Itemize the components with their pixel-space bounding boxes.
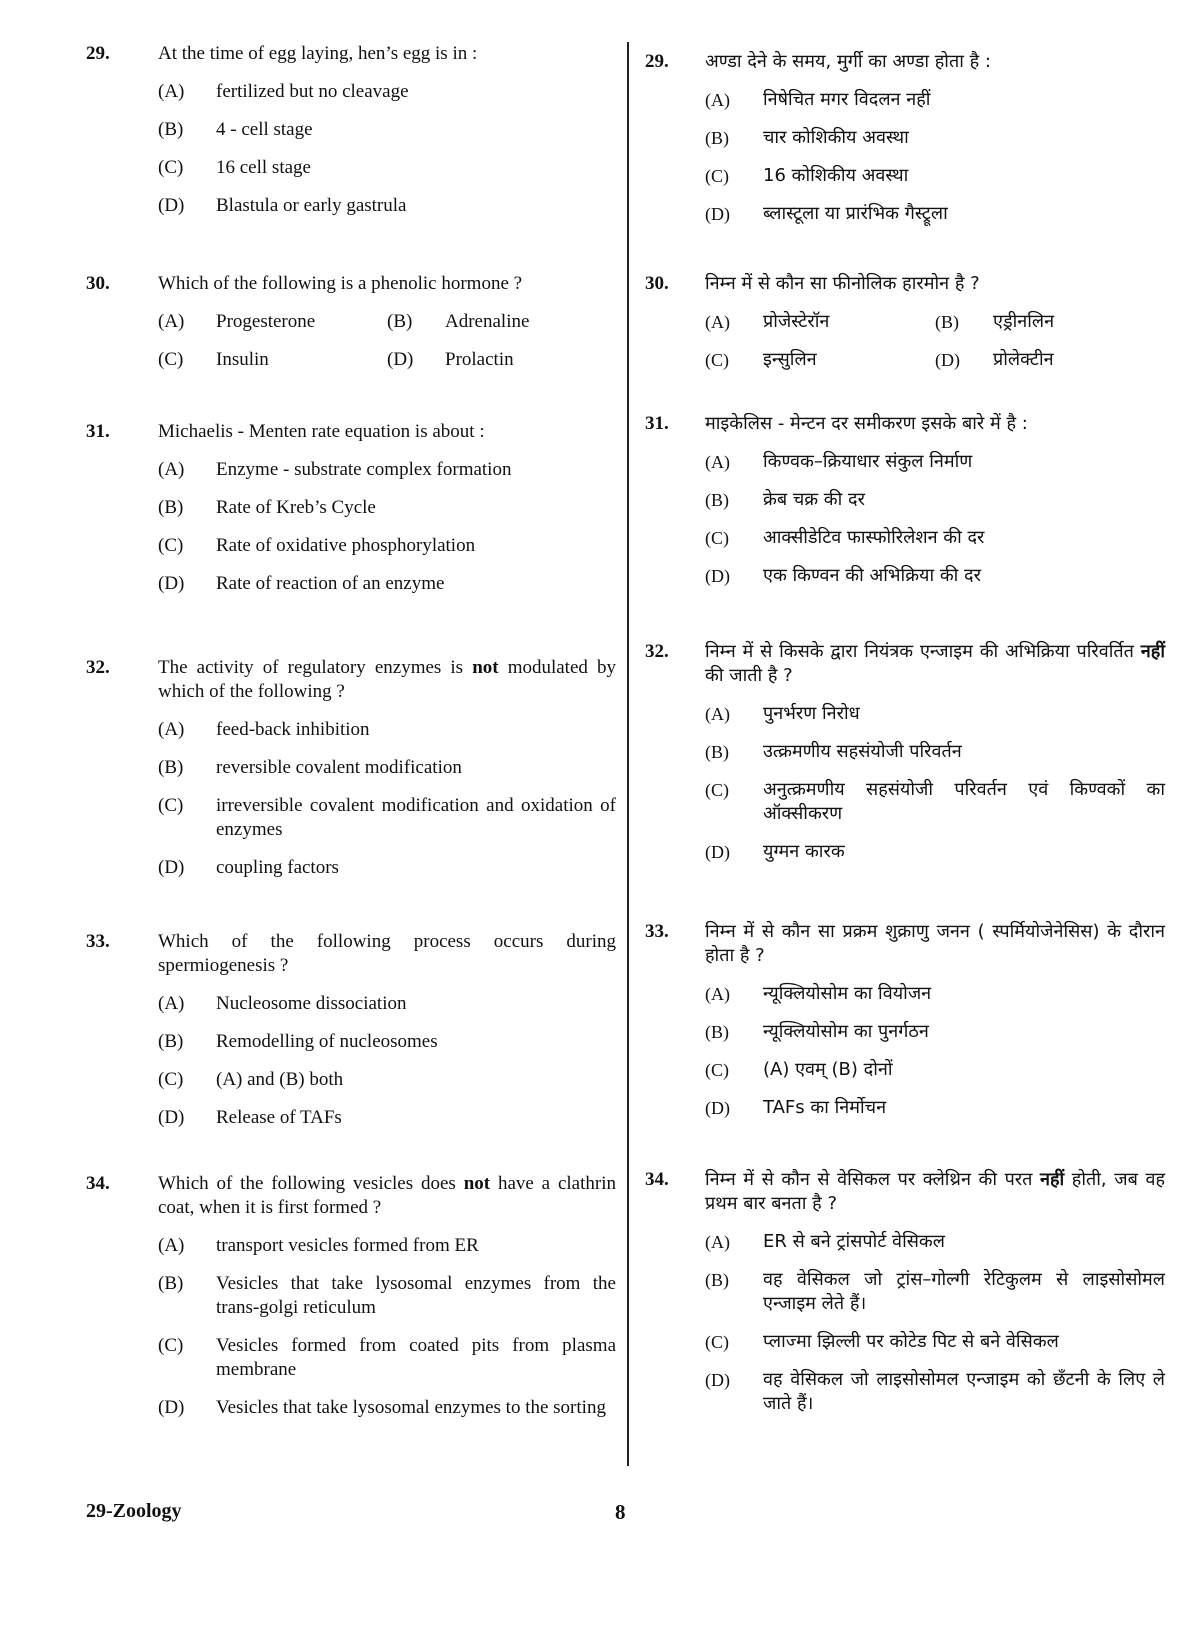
question-text: Michaelis - Menten rate equation is about :	[158, 421, 485, 442]
option-b: (B) क्रेब चक्र की दर	[705, 489, 865, 510]
option-a: (A) न्यूक्लियोसोम का वियोजन	[705, 983, 932, 1004]
question-31-en	[86, 420, 616, 596]
question-text: अण्डा देने के समय, मुर्गी का अण्डा होता है :	[705, 51, 991, 72]
option-a: (A) feed-back inhibition	[158, 719, 370, 740]
option-d: (D) coupling factors	[158, 857, 339, 878]
question-number: 30.	[645, 273, 669, 294]
option-c: (C) Rate of oxidative phosphorylation	[158, 535, 476, 556]
question-text: At the time of egg laying, hen’s egg is in :	[158, 43, 478, 64]
option-a: (A) ER से बने ट्रांसपोर्ट वेसिकल	[705, 1231, 945, 1252]
question-text: Which of the following process occurs during spermiogenesis ?	[158, 931, 616, 976]
question-text: निम्न में से कौन सा फीनोलिक हारमोन है ?	[705, 273, 980, 294]
question-30-en	[86, 272, 616, 372]
question-number: 31.	[645, 413, 669, 434]
question-30-hi	[645, 272, 1165, 372]
question-text: The activity of regulatory enzymes is not modulated by which of the following ?	[158, 657, 616, 702]
option-c: (C) (A) and (B) both	[158, 1069, 344, 1090]
option-b: (B) वह वेसिकल जो ट्रांस–गोल्गी रेटिकुलम से लाइसोसोमल एन्जाइम लेते हैं।	[705, 1269, 1165, 1314]
option-a: (A) किण्वक–क्रियाधार संकुल निर्माण	[705, 451, 973, 472]
option-d: (D) ब्लास्टूला या प्रारंभिक गैस्ट्रूला	[705, 203, 948, 224]
question-number: 30.	[86, 273, 110, 294]
question-29-hi	[645, 50, 1165, 226]
option-c: (C) Vesicles formed from coated pits from plasma membrane	[158, 1335, 616, 1380]
question-number: 34.	[86, 1173, 110, 1194]
option-d: (D) Vesicles that take lysosomal enzymes to the sorting	[158, 1397, 606, 1418]
option-c: (C) प्लाज्मा झिल्ली पर कोटेड पिट से बने वेसिकल	[705, 1331, 1059, 1352]
question-number: 34.	[645, 1169, 669, 1190]
option-a: (A) प्रोजेस्टेरॉन	[705, 311, 830, 332]
option-b: (B) 4 - cell stage	[158, 119, 313, 140]
question-text: माइकेलिस - मेन्टन दर समीकरण इसके बारे में है :	[705, 413, 1028, 434]
column-divider	[627, 42, 629, 1466]
question-text: Which of the following is a phenolic hormone ?	[158, 273, 523, 294]
option-d: (D) TAFs का निर्मोचन	[705, 1097, 887, 1118]
question-29-en	[86, 42, 616, 218]
option-a: (A) पुनर्भरण निरोध	[705, 703, 860, 724]
option-c: (C) 16 cell stage	[158, 157, 311, 178]
option-b: (B) Vesicles that take lysosomal enzymes from the trans-golgi reticulum	[158, 1273, 616, 1318]
option-d: (D) वह वेसिकल जो लाइसोसोमल एन्जाइम को छँटनी के लिए ले जाते हैं।	[705, 1369, 1165, 1414]
option-b: (B) Adrenaline	[387, 311, 530, 332]
question-number: 32.	[86, 657, 110, 678]
question-32-en	[86, 656, 616, 880]
option-c: (C) (A) एवम् (B) दोनों	[705, 1059, 893, 1080]
option-c: (C) irreversible covalent modification and oxidation of enzymes	[158, 795, 616, 840]
question-text: Which of the following vesicles does not have a clathrin coat, when it is first formed ?	[158, 1173, 616, 1218]
option-c: (C) अनुत्क्रमणीय सहसंयोजी परिवर्तन एवं किण्वकों का ऑक्सीकरण	[705, 779, 1165, 824]
question-number: 29.	[645, 51, 669, 72]
footer-page-number: 8	[615, 1500, 626, 1524]
option-d: (D) Release of TAFs	[158, 1107, 342, 1128]
question-33-hi	[645, 920, 1165, 1120]
question-text: निम्न में से कौन से वेसिकल पर क्लेथ्रिन की परत नहीं होती, जब वह प्रथम बार बनता है ?	[705, 1169, 1166, 1214]
option-a: (A) निषेचित मगर विदलन नहीं	[705, 89, 931, 110]
option-b: (B) एड्रीनलिन	[935, 311, 1055, 332]
option-a: (A) Progesterone	[158, 311, 316, 332]
option-b: (B) reversible covalent modification	[158, 757, 462, 778]
option-d: (D) युग्मन कारक	[705, 841, 845, 862]
question-33-en	[86, 930, 616, 1130]
option-a: (A) Enzyme - substrate complex formation	[158, 459, 512, 480]
option-c: (C) Insulin	[158, 349, 269, 370]
question-number: 29.	[86, 43, 110, 64]
option-d: (D) Prolactin	[387, 349, 514, 370]
question-number: 32.	[645, 641, 669, 662]
option-b: (B) उत्क्रमणीय सहसंयोजी परिवर्तन	[705, 741, 962, 762]
footer-subject: 29-Zoology	[86, 1500, 182, 1522]
question-text: निम्न में से किसके द्वारा नियंत्रक एन्जाइम की अभिक्रिया परिवर्तित नहीं की जाती है ?	[705, 641, 1165, 686]
question-34-en	[86, 1172, 616, 1420]
option-d: (D) Rate of reaction of an enzyme	[158, 573, 445, 594]
question-text: निम्न में से कौन सा प्रक्रम शुक्राणु जनन ( स्पर्मियोजेनेसिस) के दौरान होता है ?	[705, 921, 1165, 966]
question-31-hi	[645, 412, 1165, 588]
option-b: (B) Remodelling of nucleosomes	[158, 1031, 438, 1052]
option-c: (C) आक्सीडेटिव फास्फोरिलेशन की दर	[705, 527, 985, 548]
option-d: (D) Blastula or early gastrula	[158, 195, 407, 216]
option-a: (A) fertilized but no cleavage	[158, 81, 409, 102]
option-c: (C) इन्सुलिन	[705, 349, 817, 370]
option-b: (B) Rate of Kreb’s Cycle	[158, 497, 376, 518]
option-d: (D) एक किण्वन की अभिक्रिया की दर	[705, 565, 981, 586]
option-d: (D) प्रोलेक्टीन	[935, 349, 1054, 370]
option-c: (C) 16 कोशिकीय अवस्था	[705, 165, 909, 186]
option-a: (A) transport vesicles formed from ER	[158, 1235, 479, 1256]
option-b: (B) न्यूक्लियोसोम का पुनर्गठन	[705, 1021, 929, 1042]
option-a: (A) Nucleosome dissociation	[158, 993, 407, 1014]
question-34-hi	[645, 1168, 1165, 1416]
question-32-hi	[645, 640, 1165, 864]
question-number: 31.	[86, 421, 110, 442]
question-number: 33.	[86, 931, 110, 952]
question-number: 33.	[645, 921, 669, 942]
option-b: (B) चार कोशिकीय अवस्था	[705, 127, 909, 148]
